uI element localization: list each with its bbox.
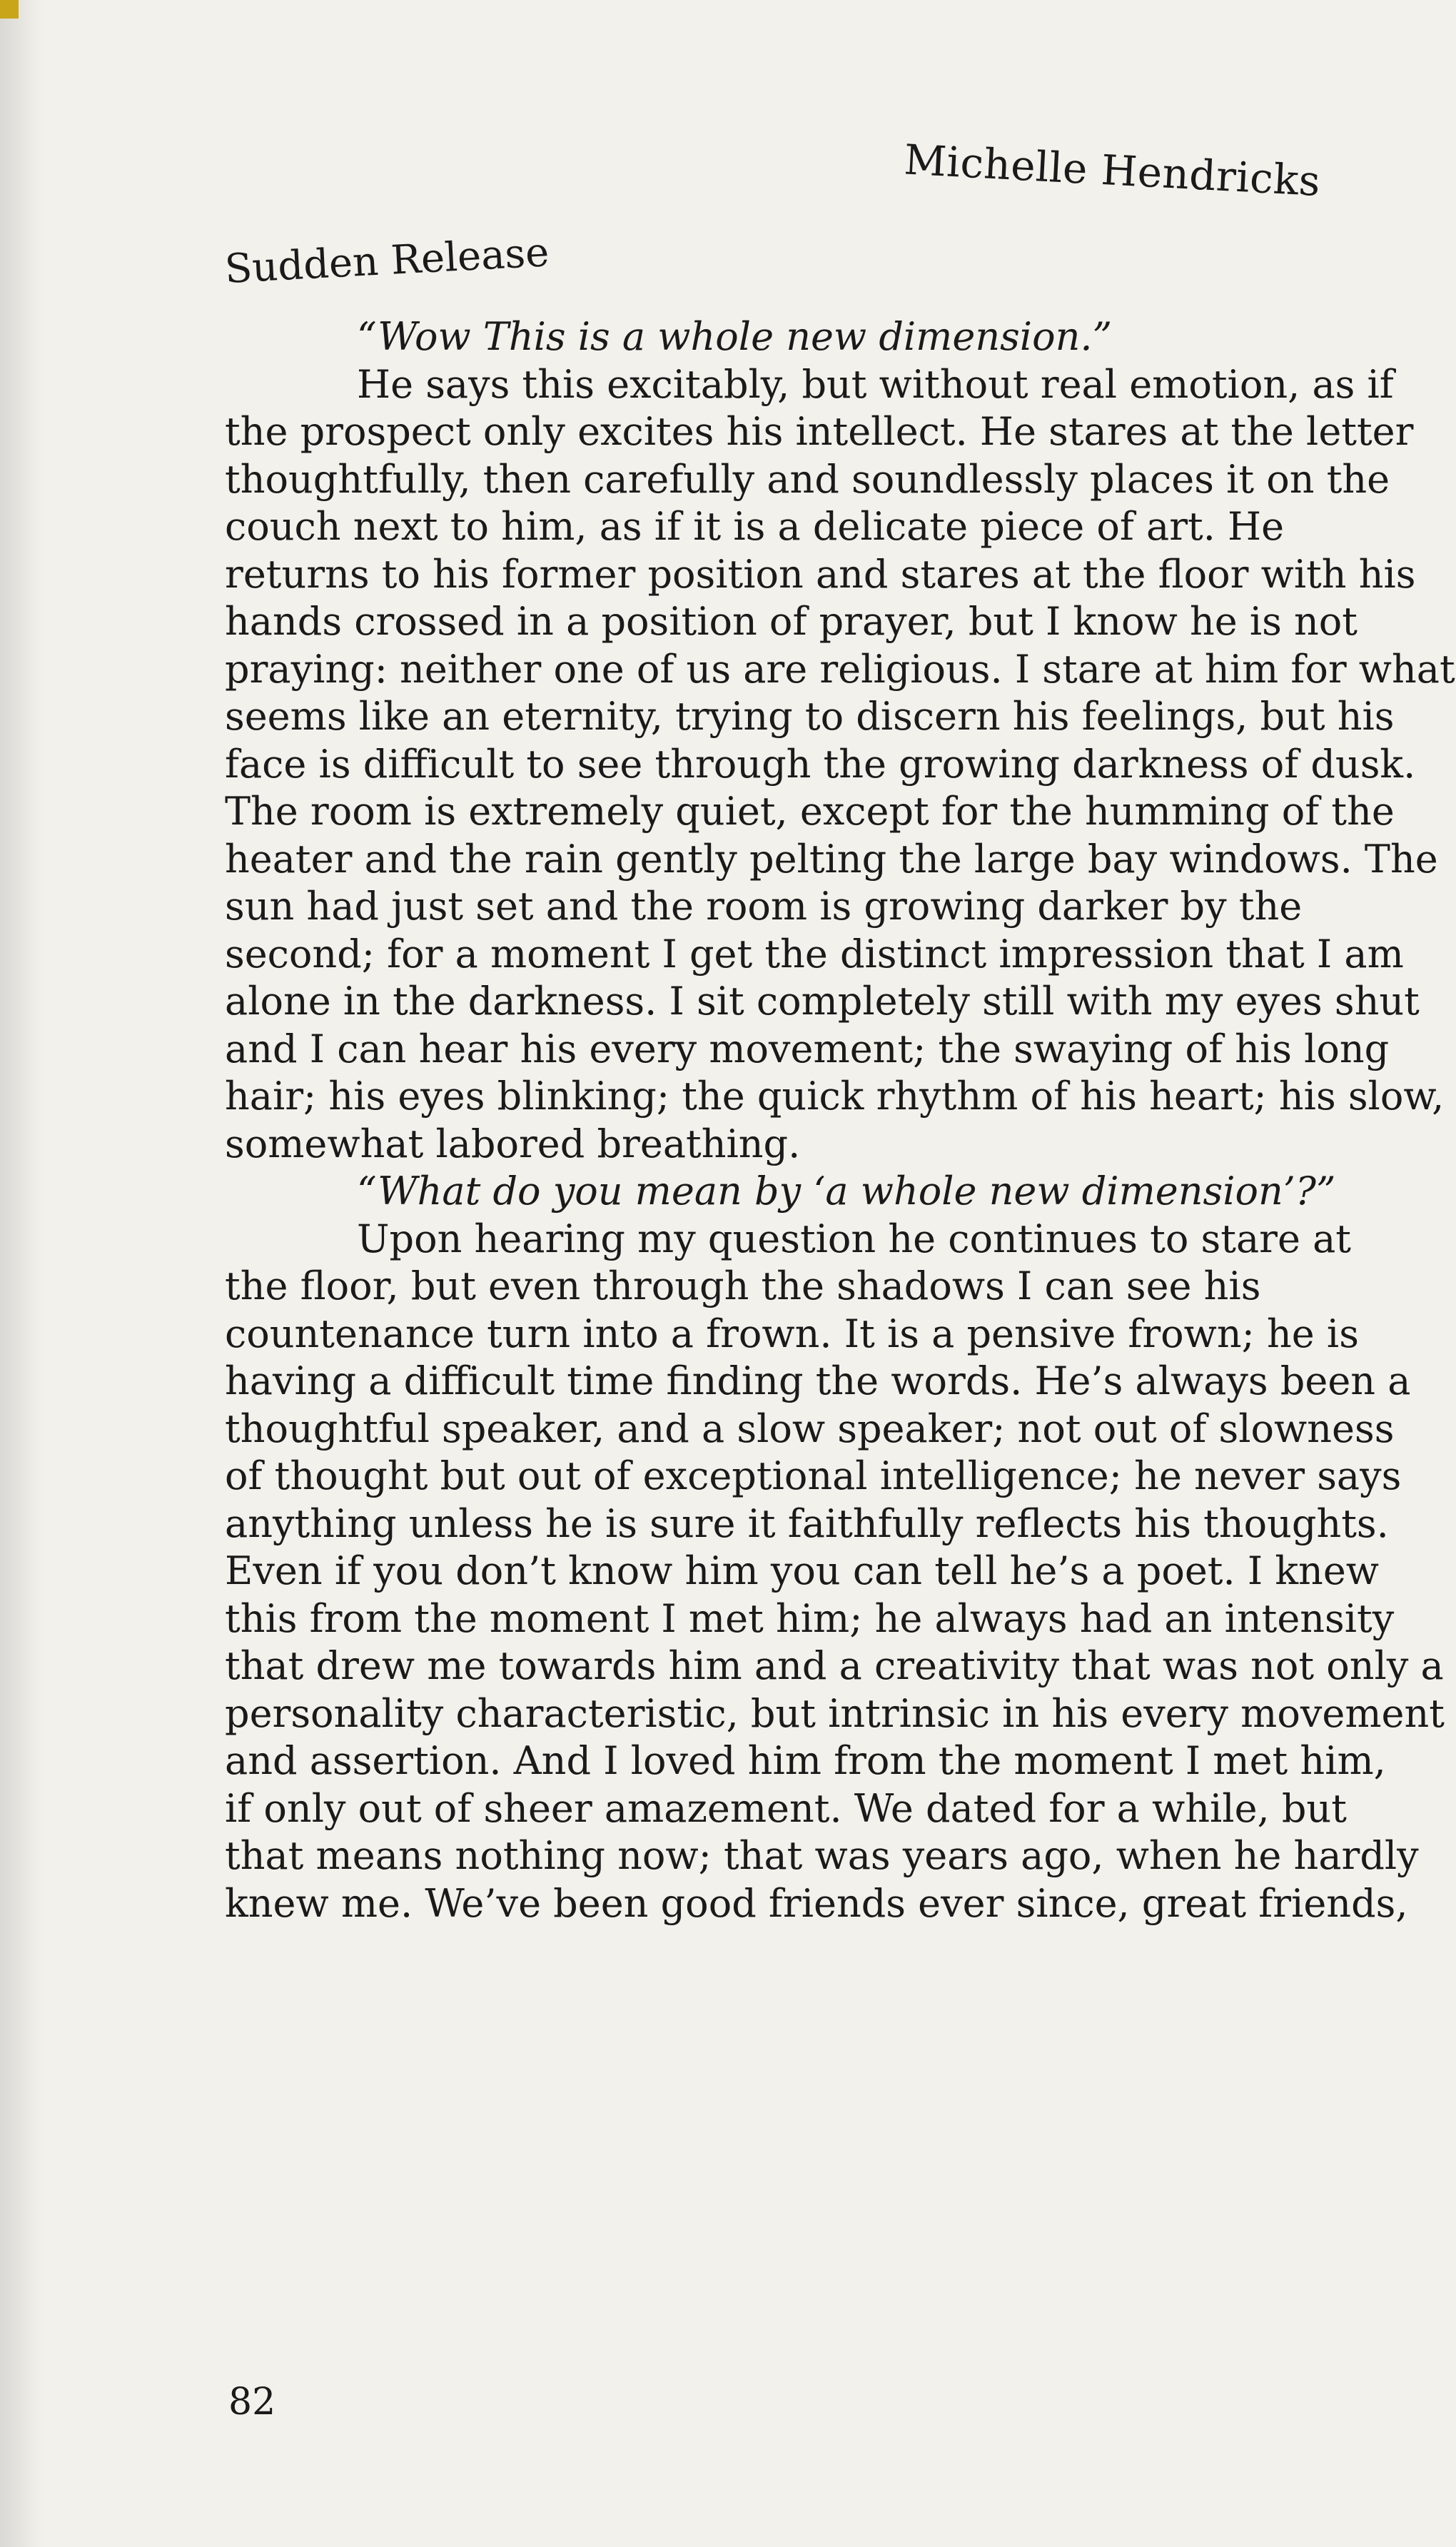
text-line: the prospect only excites his intellect. He stares at the letter <box>225 409 1414 454</box>
text-line: Upon hearing my question he continues to stare at <box>357 1216 1351 1261</box>
chapter-title: Sudden Release <box>223 229 550 293</box>
text-line: that drew me towards him and a creativity that was not only a <box>225 1643 1444 1688</box>
text-line: of thought but out of exceptional intelligence; he never says <box>225 1453 1402 1498</box>
spine-shadow <box>0 0 43 2547</box>
text-line: He says this excitably, but without real emotion, as if <box>357 361 1394 407</box>
text-line: hands crossed in a position of prayer, but I know he is not <box>225 599 1358 644</box>
text-line: “What do you mean by ‘a whole new dimension’?” <box>357 1169 1336 1214</box>
text-line: thoughtful speaker, and a slow speaker; not out of slowness <box>225 1406 1395 1451</box>
text-line: and I can hear his every movement; the swaying of his long <box>225 1026 1390 1071</box>
text-line: praying: neither one of us are religious. I stare at him for what <box>225 646 1455 692</box>
text-line: “Wow This is a whole new dimension.” <box>357 314 1113 359</box>
text-line: sun had just set and the room is growing darker by the <box>225 884 1303 929</box>
page-number: 82 <box>228 2381 276 2424</box>
text-line: seems like an eternity, trying to discern his feelings, but his <box>225 694 1395 739</box>
text-line: couch next to him, as if it is a delicate piece of art. He <box>225 504 1285 549</box>
text-line: this from the moment I met him; he always had an intensity <box>225 1595 1395 1641</box>
text-line: Even if you don’t know him you can tell he’s a poet. I knew <box>225 1548 1379 1593</box>
text-line: somewhat labored breathing. <box>225 1121 801 1166</box>
text-line: personality characteristic, but intrinsic in his every movement <box>225 1690 1445 1736</box>
text-line: and assertion. And I loved him from the moment I met him, <box>225 1738 1386 1783</box>
text-line: that means nothing now; that was years ago, when he hardly <box>225 1833 1419 1878</box>
body-text <box>225 314 1455 1932</box>
text-line: face is difficult to see through the growing darkness of dusk. <box>225 741 1416 787</box>
text-line: hair; his eyes blinking; the quick rhythm of his heart; his slow, <box>225 1074 1445 1119</box>
running-head-author: Michelle Hendricks <box>903 135 1322 206</box>
text-line: if only out of sheer amazement. We dated for a while, but <box>225 1785 1347 1831</box>
corner-mark <box>0 0 19 19</box>
text-line: the floor, but even through the shadows I can see his <box>225 1264 1261 1308</box>
text-line: The room is extremely quiet, except for the humming of the <box>225 789 1395 834</box>
text-line: having a difficult time finding the words. He’s always been a <box>225 1358 1411 1403</box>
text-line: alone in the darkness. I sit completely still with my eyes shut <box>225 979 1420 1024</box>
text-line: knew me. We’ve been good friends ever since, great friends, <box>225 1880 1408 1926</box>
text-line: anything unless he is sure it faithfully reflects his thoughts. <box>225 1501 1389 1546</box>
text-line: second; for a moment I get the distinct impression that I am <box>225 931 1404 977</box>
text-line: heater and the rain gently pelting the large bay windows. The <box>225 836 1438 882</box>
text-line: thoughtfully, then carefully and soundlessly places it on the <box>225 456 1390 502</box>
text-line: returns to his former position and stares at the floor with his <box>225 551 1416 597</box>
text-line: countenance turn into a frown. It is a pensive frown; he is <box>225 1311 1359 1356</box>
